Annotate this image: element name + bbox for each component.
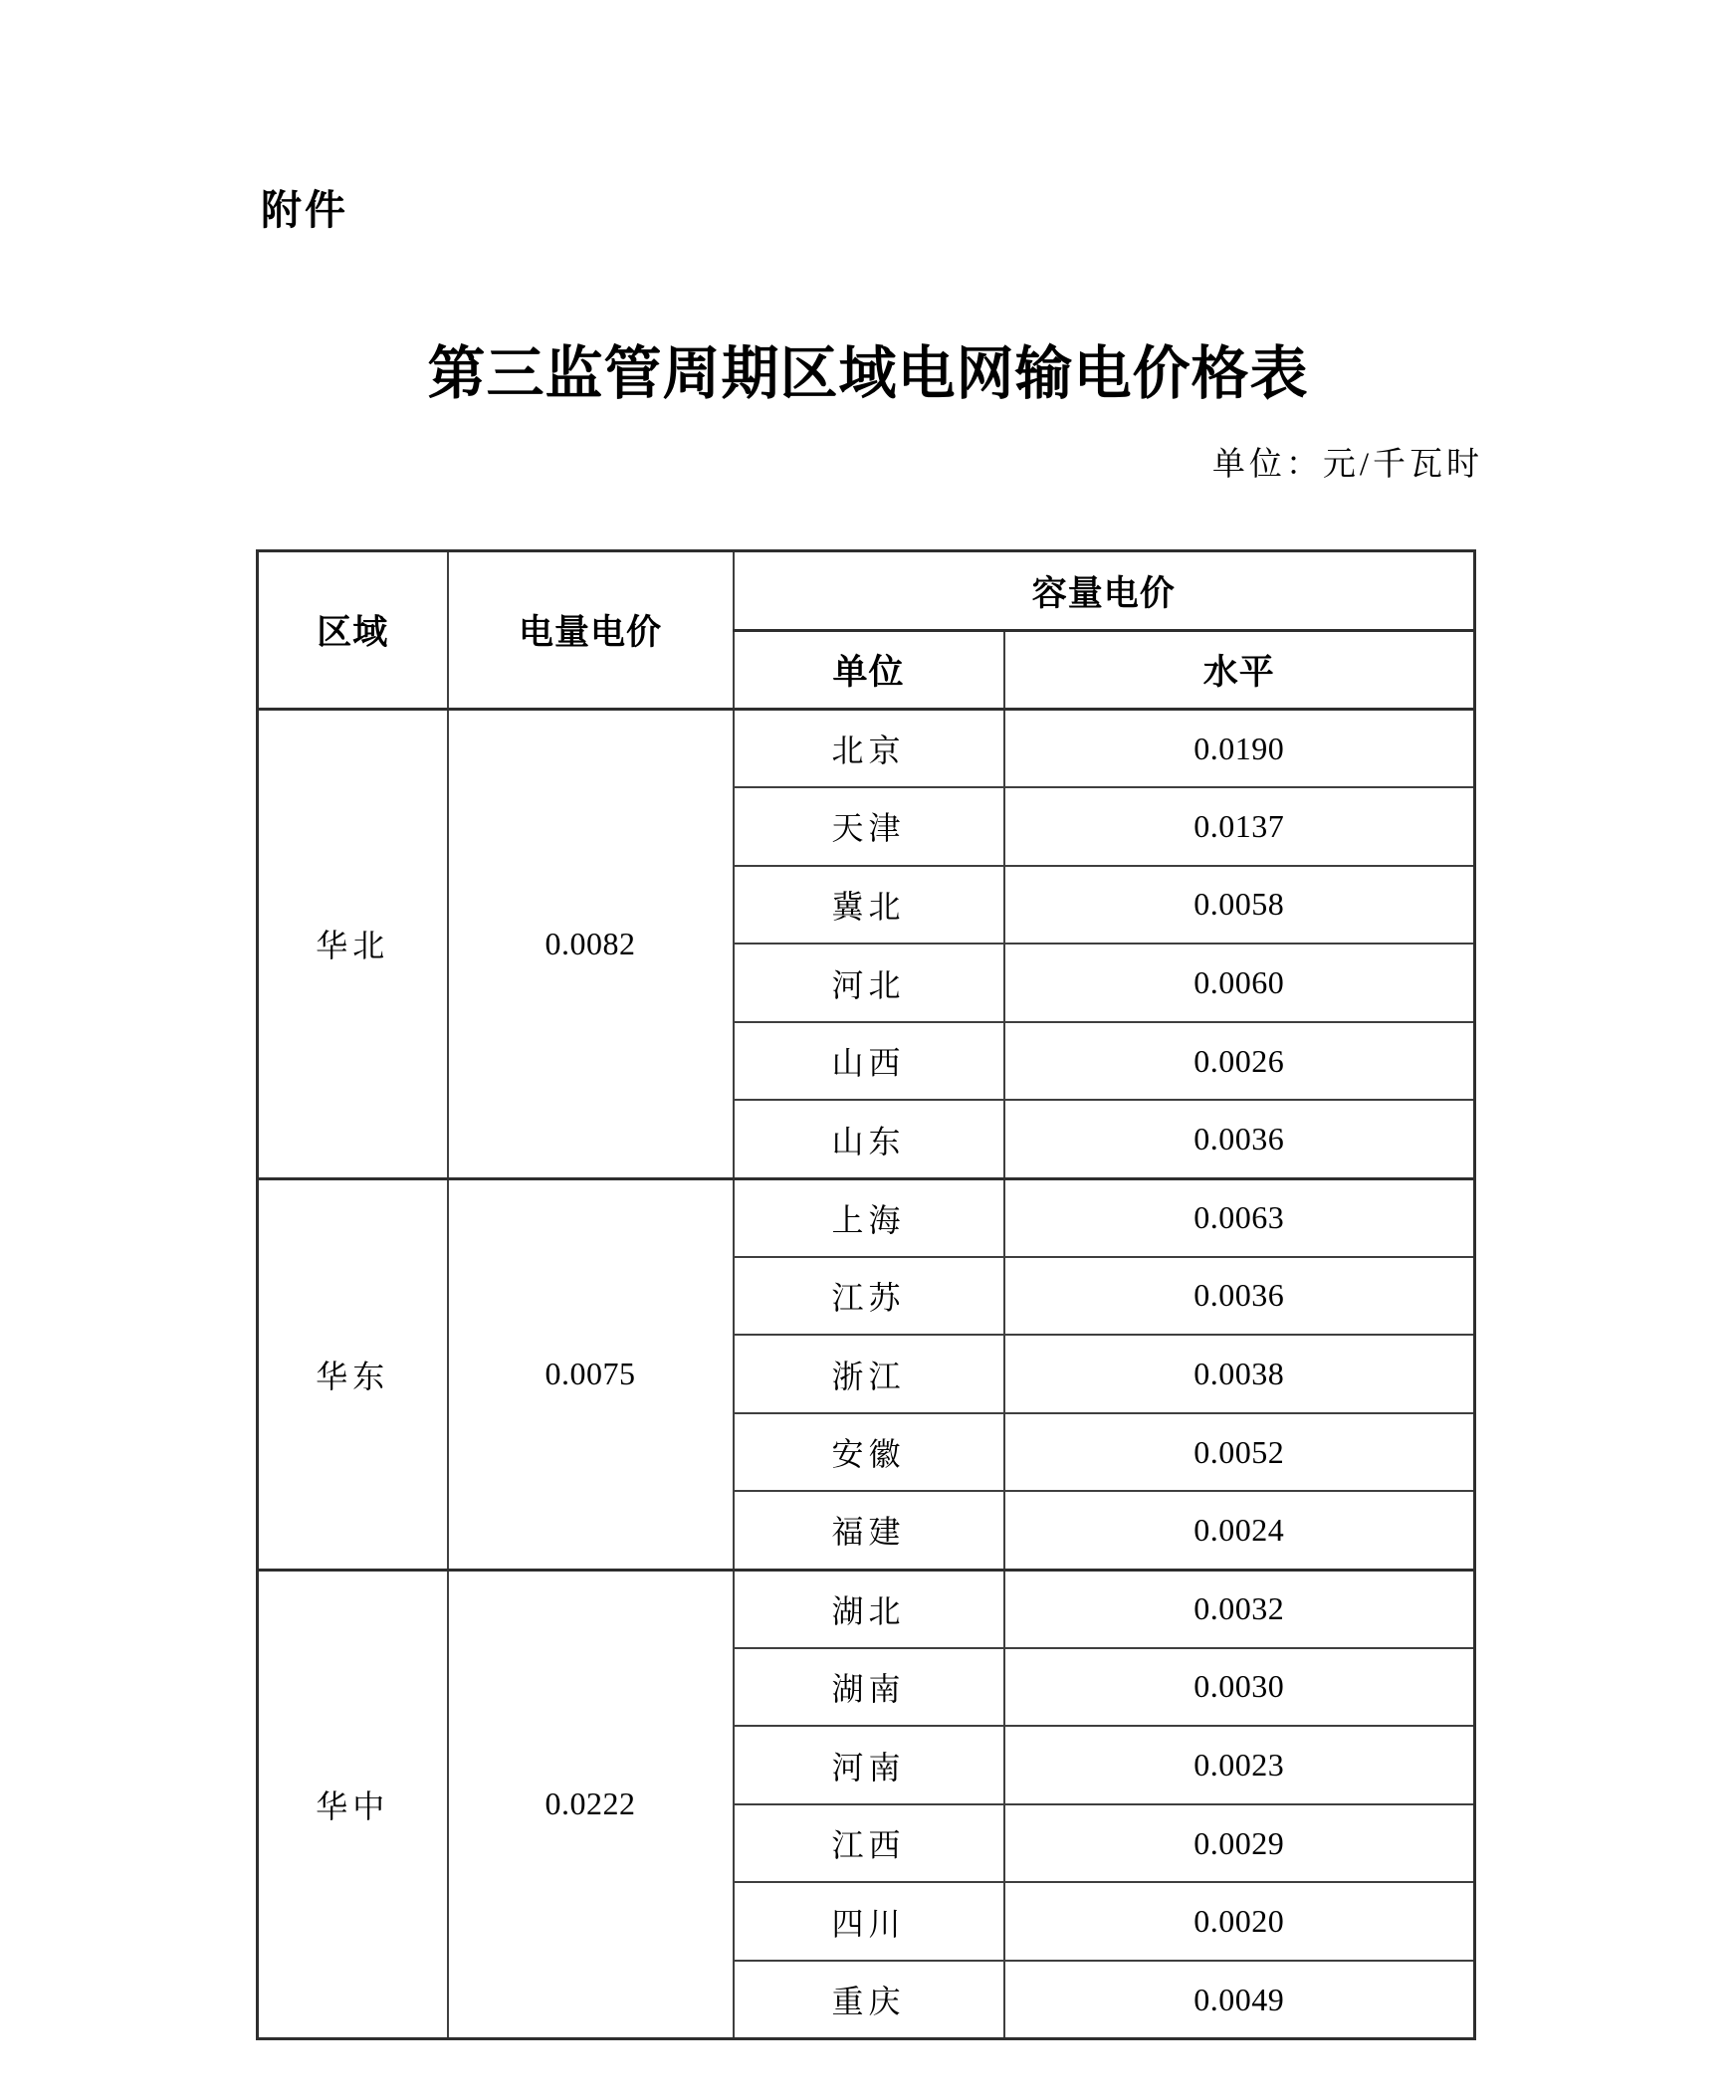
level-cell: 0.0029: [1004, 1804, 1475, 1883]
header-level: 水平: [1004, 631, 1475, 710]
unit-cell: 山东: [734, 1100, 1004, 1178]
level-cell: 0.0036: [1004, 1257, 1475, 1336]
header-unit: 单位: [734, 631, 1004, 710]
unit-cell: 天津: [734, 787, 1004, 866]
unit-cell: 湖南: [734, 1648, 1004, 1727]
unit-note: 单位：元/千瓦时: [1211, 447, 1483, 483]
level-cell: 0.0190: [1004, 710, 1475, 788]
level-cell: 0.0023: [1004, 1726, 1475, 1804]
energy-price-cell: 0.0075: [448, 1178, 734, 1570]
unit-cell: 重庆: [734, 1961, 1004, 2039]
header-capacity-price: 容量电价: [734, 551, 1475, 631]
unit-cell: 江西: [734, 1804, 1004, 1883]
header-energy-price: 电量电价: [448, 551, 734, 710]
level-cell: 0.0137: [1004, 787, 1475, 866]
header-region: 区域: [258, 551, 448, 710]
level-cell: 0.0063: [1004, 1178, 1475, 1257]
level-cell: 0.0026: [1004, 1022, 1475, 1101]
region-cell: 华东: [258, 1178, 448, 1570]
level-cell: 0.0024: [1004, 1491, 1475, 1570]
level-cell: 0.0032: [1004, 1570, 1475, 1648]
level-cell: 0.0038: [1004, 1335, 1475, 1413]
level-cell: 0.0049: [1004, 1961, 1475, 2039]
region-cell: 华中: [258, 1570, 448, 2039]
level-cell: 0.0020: [1004, 1882, 1475, 1961]
table-row: [258, 1570, 1475, 1648]
level-cell: 0.0030: [1004, 1648, 1475, 1727]
unit-cell: 冀北: [734, 866, 1004, 945]
unit-cell: 江苏: [734, 1257, 1004, 1336]
table-row: [258, 1178, 1475, 1257]
level-cell: 0.0058: [1004, 866, 1475, 945]
level-cell: 0.0052: [1004, 1413, 1475, 1492]
energy-price-cell: 0.0222: [448, 1570, 734, 2039]
table-row: [258, 710, 1475, 788]
unit-cell: 河北: [734, 944, 1004, 1022]
page-title: 第三监管周期区域电网输电价格表: [427, 341, 1309, 406]
level-cell: 0.0036: [1004, 1100, 1475, 1178]
unit-cell: 河南: [734, 1726, 1004, 1804]
unit-cell: 湖北: [734, 1570, 1004, 1648]
unit-cell: 浙江: [734, 1335, 1004, 1413]
unit-cell: 北京: [734, 710, 1004, 788]
unit-cell: 四川: [734, 1882, 1004, 1961]
region-cell: 华北: [258, 710, 448, 1179]
attachment-label: 附件: [261, 187, 348, 233]
energy-price-cell: 0.0082: [448, 710, 734, 1179]
unit-cell: 福建: [734, 1491, 1004, 1570]
unit-cell: 上海: [734, 1178, 1004, 1257]
unit-cell: 山西: [734, 1022, 1004, 1101]
unit-cell: 安徽: [734, 1413, 1004, 1492]
level-cell: 0.0060: [1004, 944, 1475, 1022]
price-table: [256, 549, 1476, 2040]
table-header-row: [258, 551, 1475, 631]
